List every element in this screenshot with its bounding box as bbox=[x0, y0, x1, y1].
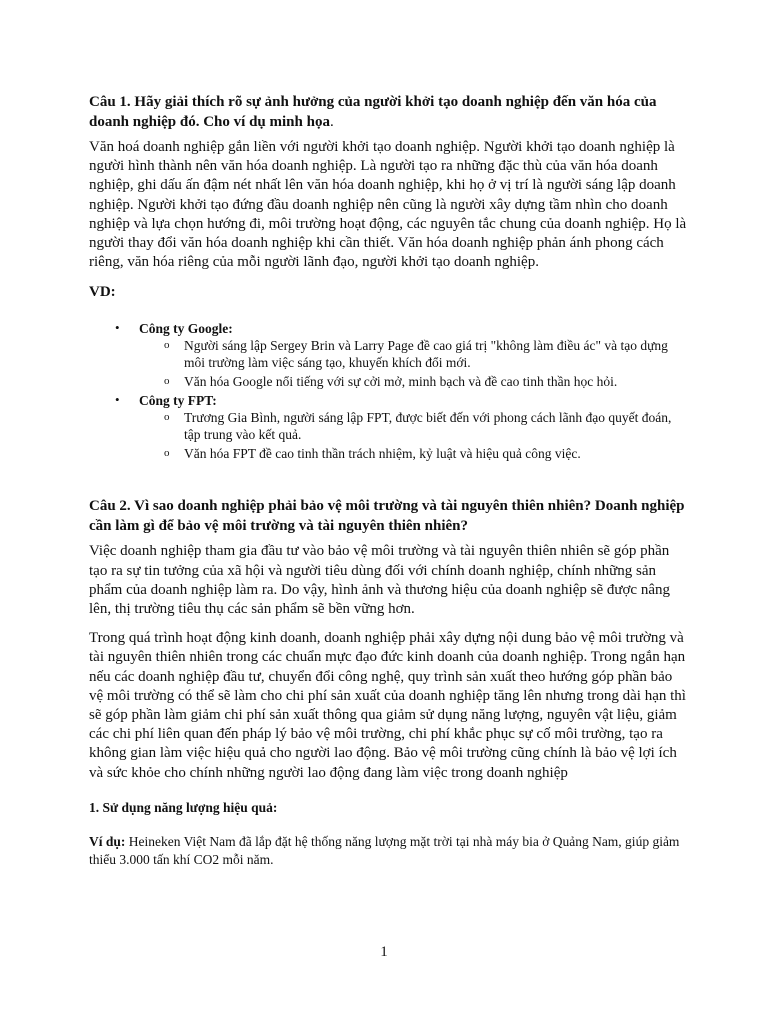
document-page bbox=[89, 92, 689, 869]
question-2-paragraph-2: Trong quá trình hoạt động kinh doanh, doanh nghiệp phải xây dựng nội dung bảo vệ môi trường và tài nguyên thiên nhiên trong các chuẩn mực đạo đức kinh doanh của doanh nghiệp. Trong ngắn hạn nếu các doanh nghiệp đầu tư, chuyển đổi công nghệ, quy trình sản xuất theo hướng góp phần bảo vệ môi trường có thể sẽ làm cho chi phí sản xuất của doanh nghiệp tăng lên nhưng trong dài hạn thì sẽ góp phần làm giảm chi phí sản xuất thông qua giảm sử dụng năng lượng, nguyên vật liệu, giảm các chi phí liên quan đến pháp lý bảo vệ môi trường, chi phí khắc phục sự cố môi trường, tạo ra không gian làm việc hiệu quả cho người lao động. Bảo vệ môi trường cũng chính là bảo vệ lợi ích và sức khỏe cho chính những người lao động đang làm việc trong doanh nghiệp bbox=[89, 630, 686, 781]
example-point: o Văn hóa Google nổi tiếng với sự cởi mở, minh bạch và đề cao tinh thần học hỏi. bbox=[164, 374, 618, 390]
example-label: VD: bbox=[89, 284, 116, 301]
circle-bullet-icon: o bbox=[164, 375, 170, 388]
question-2-title: Câu 2. Vì sao doanh nghiệp phải bảo vệ môi trường và tài nguyên thiên nhiên? Doanh nghiệp cần làm gì để bảo vệ môi trường và tài nguyên thiên nhiên? bbox=[89, 498, 685, 535]
circle-bullet-icon: o bbox=[164, 447, 170, 460]
page-number: 1 bbox=[380, 944, 388, 960]
question-1-answer: Văn hoá doanh nghiệp gắn liền với người khởi tạo doanh nghiệp. Người khởi tạo doanh nghiệp là người hình thành nên văn hóa doanh nghiệp. Là người tạo ra những đặc thù của văn hóa doanh nghiệp, ghi dấu ấn đậm nét nhất lên văn hóa doanh nghiệp, khi họ ở vị trí là người sáng lập doanh nghiệp. Người khởi tạo đứng đầu doanh nghiệp nên cũng là người xây dựng tầm nhìn cho doanh nghiệp và lựa chọn hướng đi, môi trường hoạt động, các nguyên tắc chung của doanh nghiệp. Họ là người thay đổi văn hóa doanh nghiệp khi cần thiết. Văn hóa doanh nghiệp phản ánh phong cách riêng, văn hóa riêng của mỗi người lãnh đạo, người khởi tạo doanh nghiệp. bbox=[89, 139, 687, 271]
bullet-icon: • bbox=[115, 320, 120, 336]
example-points bbox=[139, 409, 689, 462]
company-name: Công ty FPT: bbox=[139, 393, 217, 409]
example-point: o Văn hóa FPT đề cao tinh thần trách nhiệm, kỷ luật và hiệu quả công việc. bbox=[164, 446, 581, 462]
section-1-title: 1. Sử dụng năng lượng hiệu quả: bbox=[89, 799, 278, 815]
circle-bullet-icon: o bbox=[164, 411, 170, 424]
example-label-inline: Ví dụ: bbox=[89, 833, 126, 849]
question-1-title-period: . bbox=[329, 114, 334, 130]
example-list bbox=[89, 320, 689, 462]
bullet-icon: • bbox=[115, 392, 120, 408]
question-1-title: Câu 1. Hãy giải thích rõ sự ảnh hưởng của người khởi tạo doanh nghiệp đến văn hóa của doanh nghiệp đó. Cho ví dụ minh họa. bbox=[89, 94, 657, 130]
question-2-paragraph-1: Việc doanh nghiệp tham gia đầu tư vào bảo vệ môi trường và tài nguyên thiên nhiên sẽ góp phần tạo ra sự tin tưởng của xã hội và người tiêu dùng đối với chính doanh nghiệp, chính những sản phẩm của doanh nghiệp làm ra. Do vậy, hình ảnh và thương hiệu của doanh nghiệp sẽ được nâng lên, thị trường tiêu thụ các sản phẩm sẽ bền vững hơn. bbox=[89, 543, 670, 618]
circle-bullet-icon: o bbox=[164, 339, 170, 352]
example-points bbox=[139, 337, 689, 390]
section-1-example: Ví dụ: Heineken Việt Nam đã lắp đặt hệ thống năng lượng mặt trời tại nhà máy bia ở Quảng Nam, giúp giảm thiểu 3.000 tấn khí CO2 mỗi năm. bbox=[89, 833, 680, 867]
example-point: o Trương Gia Bình, người sáng lập FPT, được biết đến với phong cách lãnh đạo quyết đoán, tập trung vào kết quả. bbox=[164, 410, 672, 443]
example-item-google bbox=[89, 320, 689, 390]
spacer bbox=[89, 464, 689, 496]
example-item-fpt bbox=[89, 392, 689, 462]
company-name: Công ty Google: bbox=[139, 321, 233, 337]
example-point: o Người sáng lập Sergey Brin và Larry Page đề cao giá trị "không làm điều ác" và tạo dựng môi trường làm việc sáng tạo, khuyến khích đổi mới. bbox=[164, 338, 668, 371]
